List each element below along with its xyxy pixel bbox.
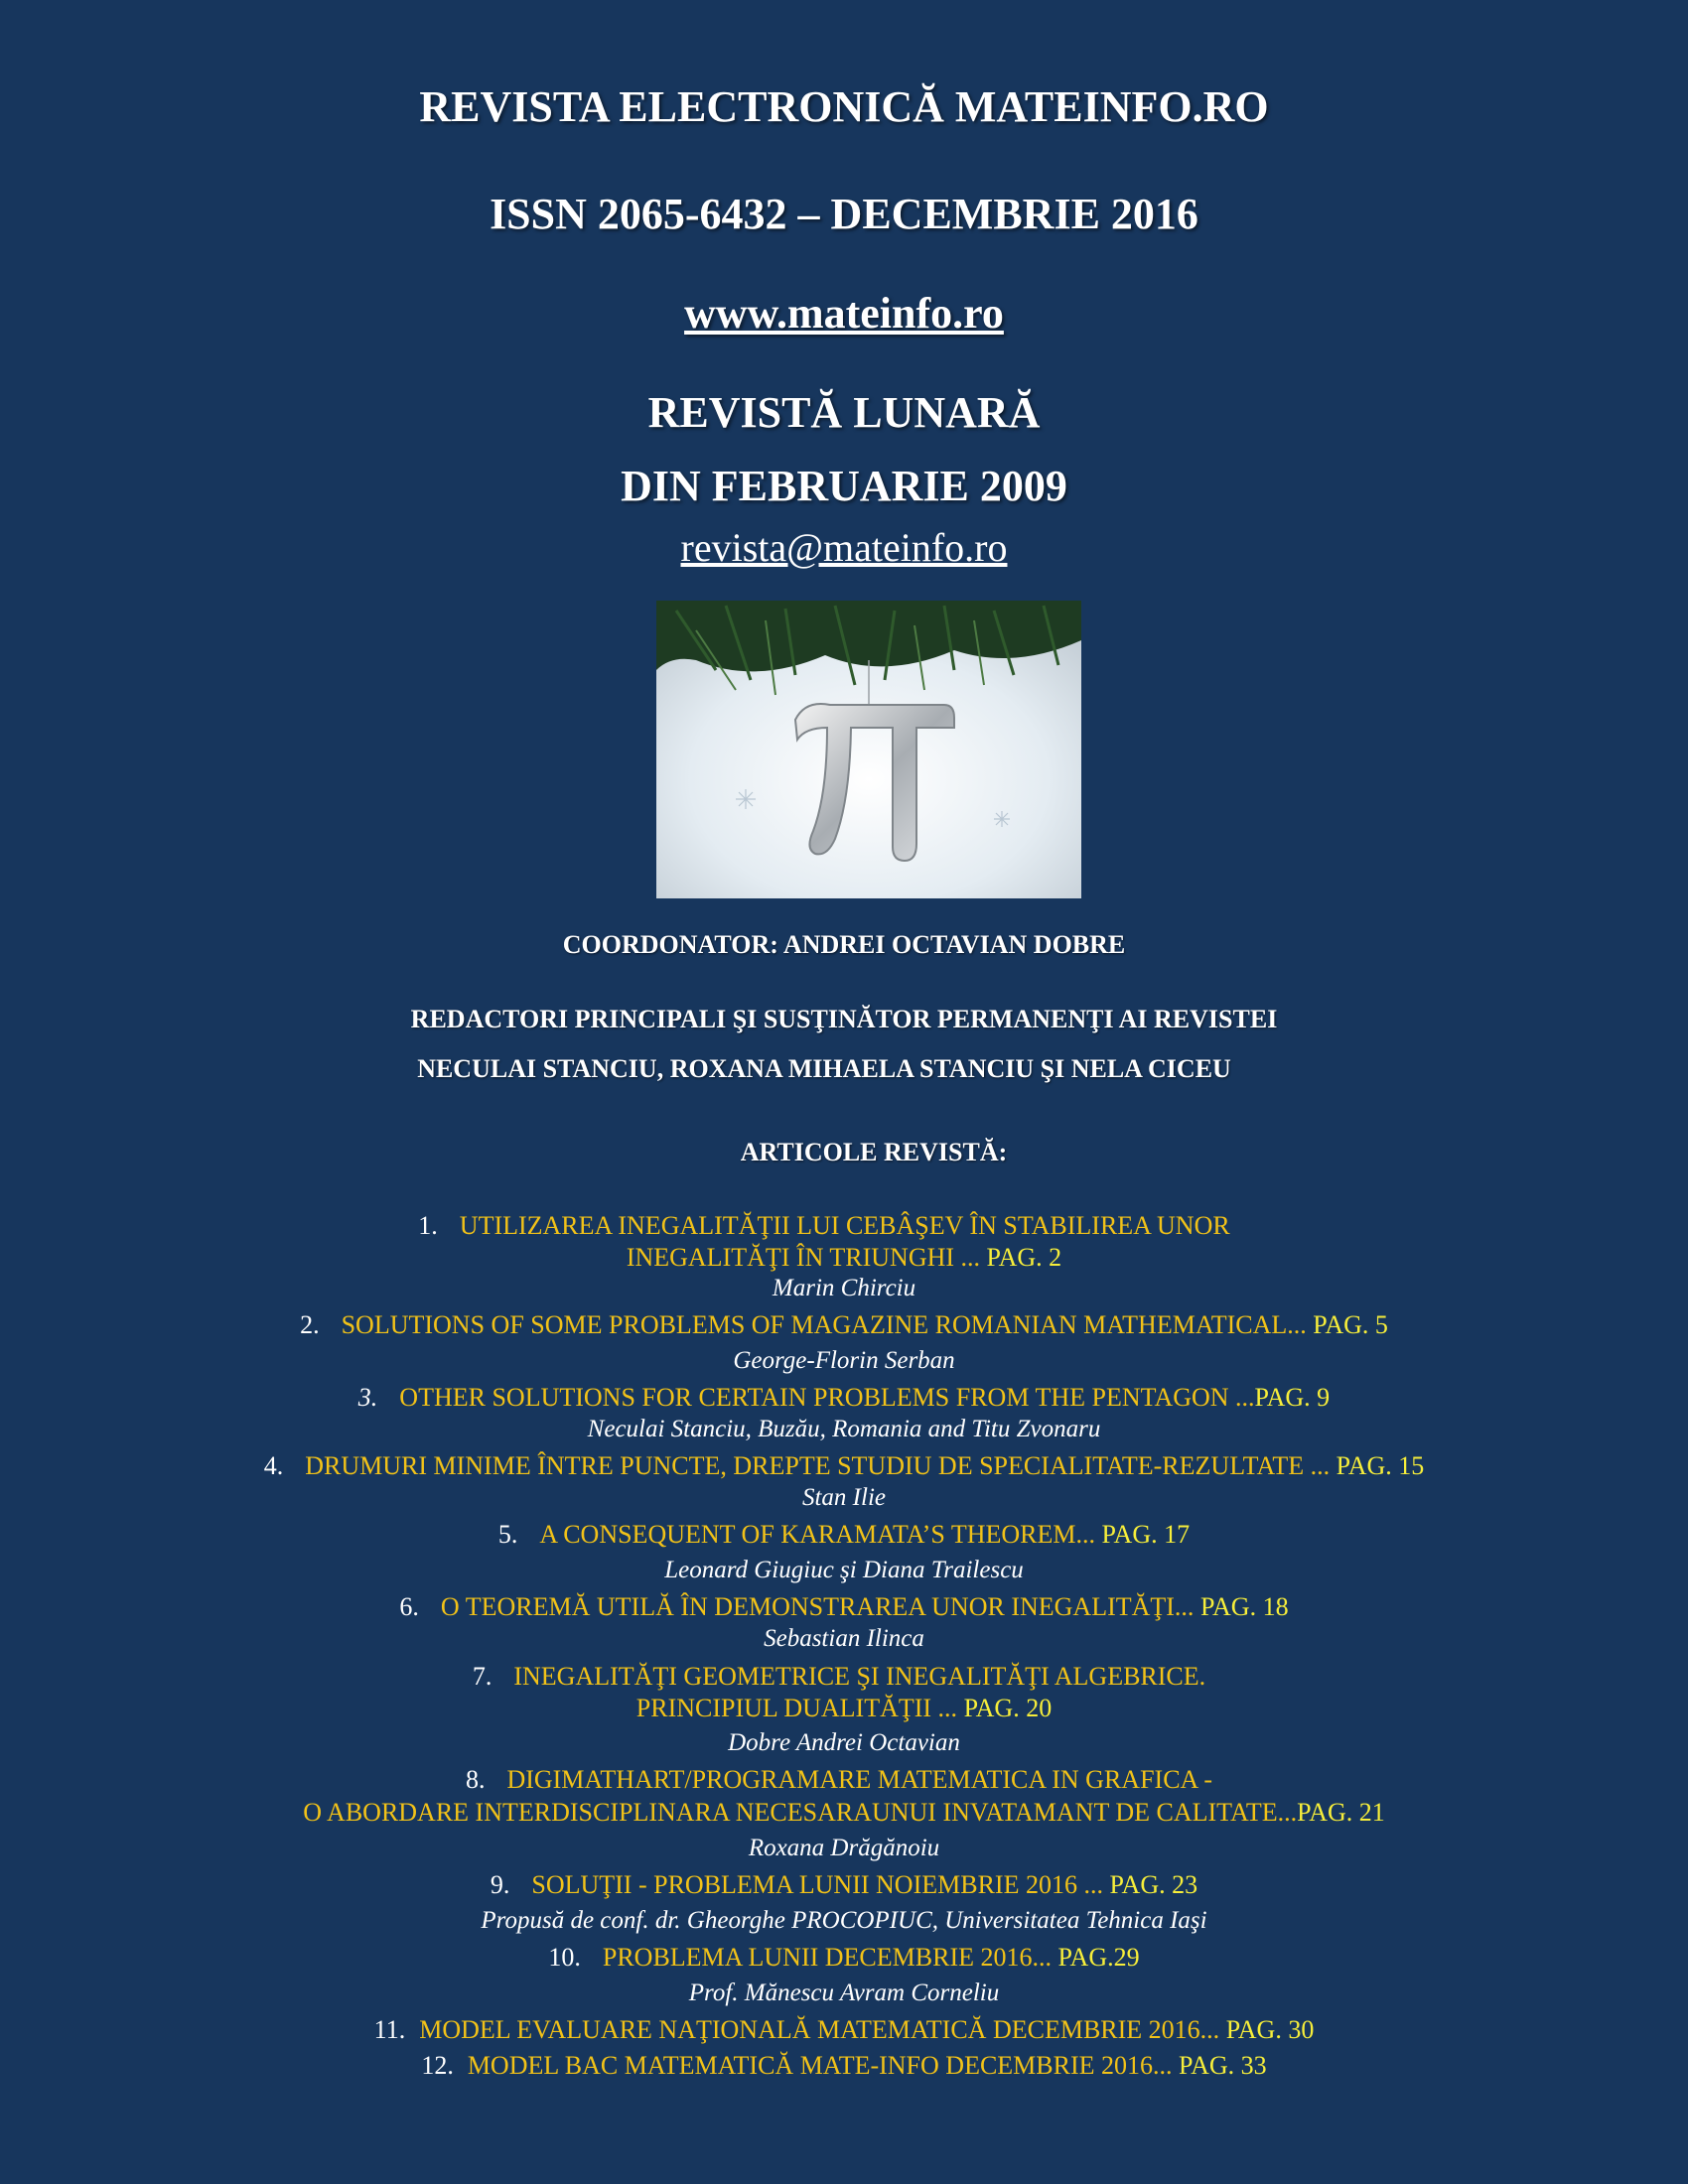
- article-7-author: Dobre Andrei Octavian: [728, 1729, 960, 1756]
- page-ref: PAG. 30: [1219, 2015, 1315, 2044]
- page-ref: PAG. 20: [957, 1694, 1053, 1722]
- article-3-title[interactable]: 3. OTHER SOLUTIONS FOR CERTAIN PROBLEMS FROM THE PENTAGON ...PAG. 9: [357, 1383, 1331, 1412]
- editors-heading: REDACTORI PRINCIPALI ŞI SUSŢINĂTOR PERMANENŢI AI REVISTEI: [410, 1005, 1278, 1033]
- article-4-title[interactable]: 4. DRUMURI MINIME ÎNTRE PUNCTE, DREPTE STUDIU DE SPECIALITATE-REZULTATE ... PAG. 15: [263, 1451, 1425, 1480]
- coordinator-line: COORDONATOR: ANDREI OCTAVIAN DOBRE: [562, 930, 1126, 959]
- article-2-title[interactable]: 2. SOLUTIONS OF SOME PROBLEMS OF MAGAZINE ROMANIAN MATHEMATICAL... PAG. 5: [300, 1310, 1388, 1339]
- page-ref: PAG. 17: [1094, 1520, 1191, 1549]
- editors-names: NECULAI STANCIU, ROXANA MIHAELA STANCIU ŞI NELA CICEU: [417, 1054, 1231, 1083]
- pi-ornament-image: [656, 601, 1081, 898]
- page-ref: PAG. 9: [1254, 1383, 1331, 1412]
- page-ref: PAG. 33: [1172, 2051, 1267, 2080]
- article-number: 10.: [548, 1943, 581, 1972]
- page-ref: PAG. 23: [1102, 1870, 1198, 1899]
- article-number: 5.: [497, 1520, 518, 1549]
- article-number: 1.: [418, 1211, 438, 1240]
- article-12-title[interactable]: 12. MODEL BAC MATEMATICĂ MATE-INFO DECEMBRIE 2016... PAG. 33: [421, 2051, 1267, 2080]
- article-number: 12.: [421, 2051, 454, 2080]
- website-link[interactable]: www.mateinfo.ro: [684, 289, 1004, 338]
- articles-heading: ARTICOLE REVISTĂ:: [740, 1138, 1008, 1166]
- article-6-author: Sebastian Ilinca: [764, 1625, 924, 1652]
- article-5-title[interactable]: 5. A CONSEQUENT OF KARAMATA’S THEOREM... PAG. 17: [497, 1520, 1191, 1549]
- page-ref: PAG. 15: [1330, 1451, 1425, 1480]
- since-label: DIN FEBRUARIE 2009: [621, 462, 1067, 510]
- article-8-author: Roxana Drăgănoiu: [748, 1835, 940, 1861]
- article-8-title-line-1[interactable]: 8. DIGIMATHART/PROGRAMARE MATEMATICA IN GRAFICA -: [465, 1765, 1213, 1794]
- article-1-title-line-2[interactable]: INEGALITĂŢI ÎN TRIUNGHI ... PAG. 2: [626, 1243, 1062, 1272]
- article-number: 11.: [373, 2015, 406, 2044]
- article-8-title-line-2[interactable]: O ABORDARE INTERDISCIPLINARA NECESARAUNUI INVATAMANT DE CALITATE...PAG. 21: [303, 1798, 1385, 1827]
- article-6-title[interactable]: 6. O TEOREMĂ UTILĂ ÎN DEMONSTRAREA UNOR INEGALITĂŢI... PAG. 18: [399, 1592, 1289, 1621]
- issn-line: ISSN 2065-6432 – DECEMBRIE 2016: [490, 190, 1198, 238]
- article-2-author: George-Florin Serban: [733, 1347, 955, 1374]
- article-10-title[interactable]: 10. PROBLEMA LUNII DECEMBRIE 2016... PAG.29: [548, 1943, 1140, 1972]
- article-number: 6.: [399, 1592, 419, 1621]
- article-10-author: Prof. Mănescu Avram Corneliu: [688, 1979, 1000, 2006]
- page-ref: PAG. 5: [1306, 1310, 1388, 1339]
- article-number: 3.: [357, 1383, 378, 1412]
- article-number: 9.: [490, 1870, 510, 1899]
- page-ref: PAG. 2: [980, 1243, 1062, 1272]
- article-4-author: Stan Ilie: [801, 1484, 886, 1511]
- article-11-title[interactable]: 11. MODEL EVALUARE NAŢIONALĂ MATEMATICĂ DECEMBRIE 2016... PAG. 30: [373, 2015, 1315, 2044]
- article-5-author: Leonard Giugiuc şi Diana Trailescu: [664, 1557, 1024, 1583]
- article-9-title[interactable]: 9. SOLUŢII - PROBLEMA LUNII NOIEMBRIE 2016 ... PAG. 23: [490, 1870, 1198, 1899]
- article-number: 2.: [300, 1310, 320, 1339]
- monthly-label: REVISTĂ LUNARĂ: [647, 388, 1041, 437]
- article-1-author: Marin Chirciu: [772, 1275, 916, 1301]
- article-number: 8.: [465, 1765, 486, 1794]
- article-1-title-line-1[interactable]: 1. UTILIZAREA INEGALITĂŢII LUI CEBÂŞEV ÎN STABILIREA UNOR: [418, 1211, 1230, 1240]
- page-ref: PAG. 21: [1297, 1798, 1385, 1827]
- email-link[interactable]: revista@mateinfo.ro: [680, 525, 1008, 570]
- article-7-title-line-1[interactable]: 7. INEGALITĂŢI GEOMETRICE ŞI INEGALITĂŢI ALGEBRICE.: [472, 1662, 1206, 1691]
- article-number: 7.: [472, 1662, 492, 1691]
- article-number: 4.: [263, 1451, 284, 1480]
- article-3-author: Neculai Stanciu, Buzău, Romania and Titu Zvonaru: [587, 1416, 1101, 1442]
- page-ref: PAG. 18: [1194, 1592, 1289, 1621]
- article-7-title-line-2[interactable]: PRINCIPIUL DUALITĂŢII ... PAG. 20: [635, 1694, 1053, 1722]
- article-9-author: Propusă de conf. dr. Gheorghe PROCOPIUC, Universitatea Tehnica Iaşi: [481, 1907, 1207, 1934]
- magazine-title: REVISTA ELECTRONICĂ MATEINFO.RO: [419, 82, 1269, 131]
- page-ref: PAG.29: [1051, 1943, 1140, 1972]
